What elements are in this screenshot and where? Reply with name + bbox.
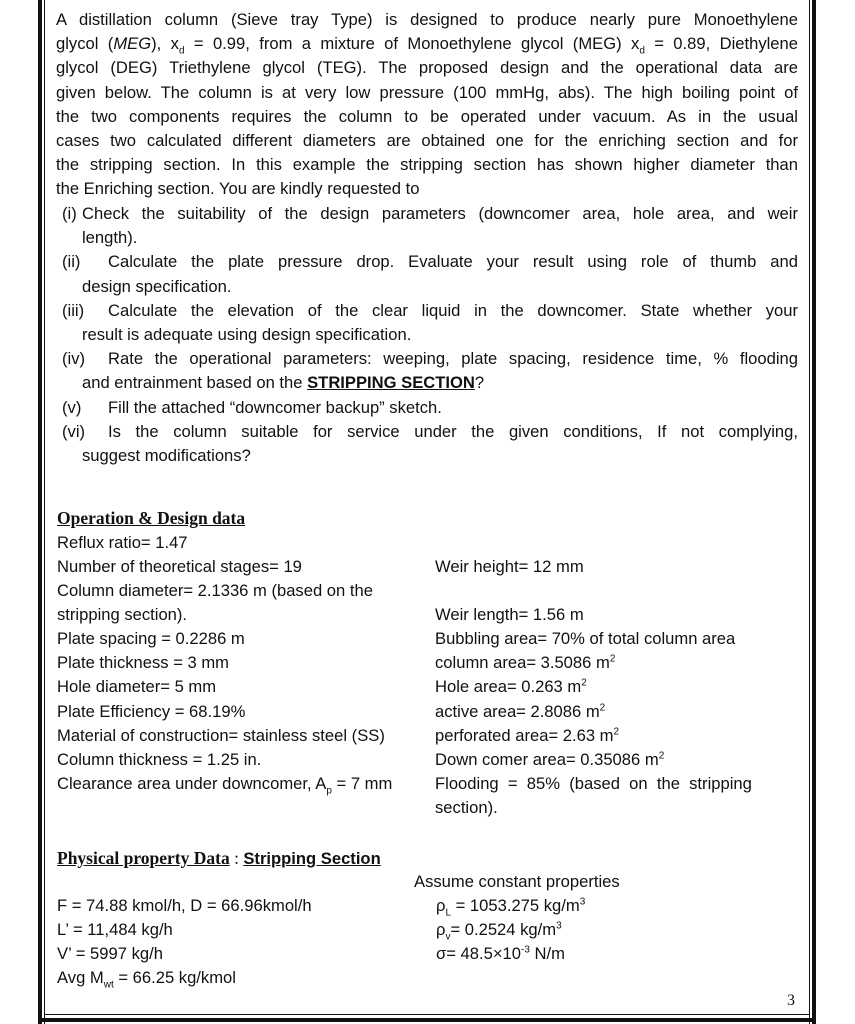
intro-line: the two components requires the column to be operated under vacuum. As in the usual — [56, 106, 798, 126]
avg-molecular-weight: Avg $M_{wt} = 66.25$ kg/kmol — [57, 968, 236, 991]
column-diameter: Column diameter= 2.1336 m (based on the — [57, 581, 373, 600]
intro-line: cases two calculated different diameters are obtained one for the enriching section and for — [56, 131, 798, 151]
intro-line: the stripping section. In this example the stripping section has shown higher diameter than — [56, 155, 798, 175]
column-area: column area= 3.5086 $m^2$ — [435, 653, 616, 672]
page-number: 3 — [787, 992, 795, 1009]
weir-length: Weir length= 1.56 m — [435, 605, 584, 624]
intro-line: the Enriching section. You are kindly requested to — [56, 179, 420, 199]
plate-thickness: Plate thickness = 3 mm — [57, 653, 229, 672]
intro-line: given below. The column is at very low pressure (100 mmHg, abs). The high boiling point of — [56, 82, 798, 102]
surface-tension: $\sigma= 48.5\times 10^{-3}$ N/m — [436, 944, 565, 963]
question-item: (iv) Rate the operational parameters: weeping, plate spacing, residence time, % flooding and entrainment based on the STRIPPING SECTION? — [62, 349, 798, 393]
perforated-area: perforated area= 2.63 $m^2$ — [435, 726, 620, 745]
page-border-right — [812, 0, 816, 1024]
question-list — [62, 202, 798, 468]
liquid-flow: L’ = 11,484 kg/h — [57, 920, 173, 939]
problem-statement — [56, 8, 798, 202]
flooding: Flooding = 85% (based on the stripping — [435, 774, 752, 793]
page-border-left-inner — [44, 0, 45, 1024]
material-of-construction: Material of construction= stainless steel (SS) — [57, 726, 385, 745]
flooding-cont: section). — [435, 798, 498, 817]
bubbling-area: Bubbling area= 70% of total column area — [435, 629, 736, 648]
page-border-bottom — [38, 1018, 816, 1022]
clearance-area: Clearance area under downcomer, $A_p = 7$ mm — [57, 774, 393, 797]
question-item: (i) Check the suitability of the design parameters (downcomer area, hole area, and weir length). — [62, 204, 798, 248]
column-diameter-cont: stripping section). — [57, 605, 188, 624]
question-item: (v) Fill the attached “downcomer backup” sketch. — [62, 397, 442, 417]
reflux-ratio: Reflux ratio= 1.47 — [57, 533, 188, 552]
plate-spacing: Plate spacing = 0.2286 m — [57, 629, 245, 648]
feed-distillate: F = 74.88 kmol/h, D = 66.96kmol/h — [57, 896, 312, 915]
design-data-heading: Operation & Design data — [57, 508, 246, 528]
page-border-bottom-inner — [44, 1014, 810, 1015]
downcomer-area: Down comer area= 0.35086 $m^2$ — [435, 750, 665, 769]
question-item: (iii) Calculate the elevation of the clear liquid in the downcomer. State whether your result is adequate using design specification. — [62, 300, 798, 345]
vapor-density: $\rho_v= 0.2524$ $kg/m^3$ — [436, 920, 562, 943]
liquid-density: $\rho_L = 1053.275$ $kg/m^3$ — [436, 896, 586, 919]
intro-line: A distillation column (Sieve tray Type) is designed to produce nearly pure Monoethylene — [56, 10, 798, 29]
column-thickness: Column thickness = 1.25 in. — [57, 750, 262, 769]
page-border-right-inner — [809, 0, 810, 1024]
question-item: (vi) Is the column suitable for service under the given conditions, If not complying, suggest modifications? — [62, 421, 798, 466]
hole-diameter: Hole diameter= 5 mm — [57, 677, 217, 696]
active-area: active area= 2.8086 $m^2$ — [435, 702, 606, 721]
vapor-flow: V’ = 5997 kg/h — [57, 944, 163, 963]
intro-line: glycol (MEG), $x_d = 0.99$, from a mixture of Monoethylene glycol (MEG) $x_d = 0.89$, Diethylene — [56, 34, 798, 57]
page-border-left — [38, 0, 42, 1024]
assume-constant: Assume constant properties — [414, 872, 620, 891]
question-item: (ii) Calculate the plate pressure drop. Evaluate your result using role of thumb and design specification. — [62, 252, 798, 296]
theoretical-stages: Number of theoretical stages= 19 — [57, 557, 302, 576]
weir-height: Weir height= 12 mm — [435, 557, 584, 576]
hole-area: Hole area= 0.263 $m^2$ — [435, 677, 587, 696]
physical-property-heading: Physical property Data : Stripping Section — [57, 848, 381, 868]
intro-line: glycol (DEG) Triethylene glycol (TEG). The proposed design and the operational data are — [56, 58, 798, 78]
plate-efficiency: Plate Efficiency = 68.19% — [57, 702, 246, 721]
